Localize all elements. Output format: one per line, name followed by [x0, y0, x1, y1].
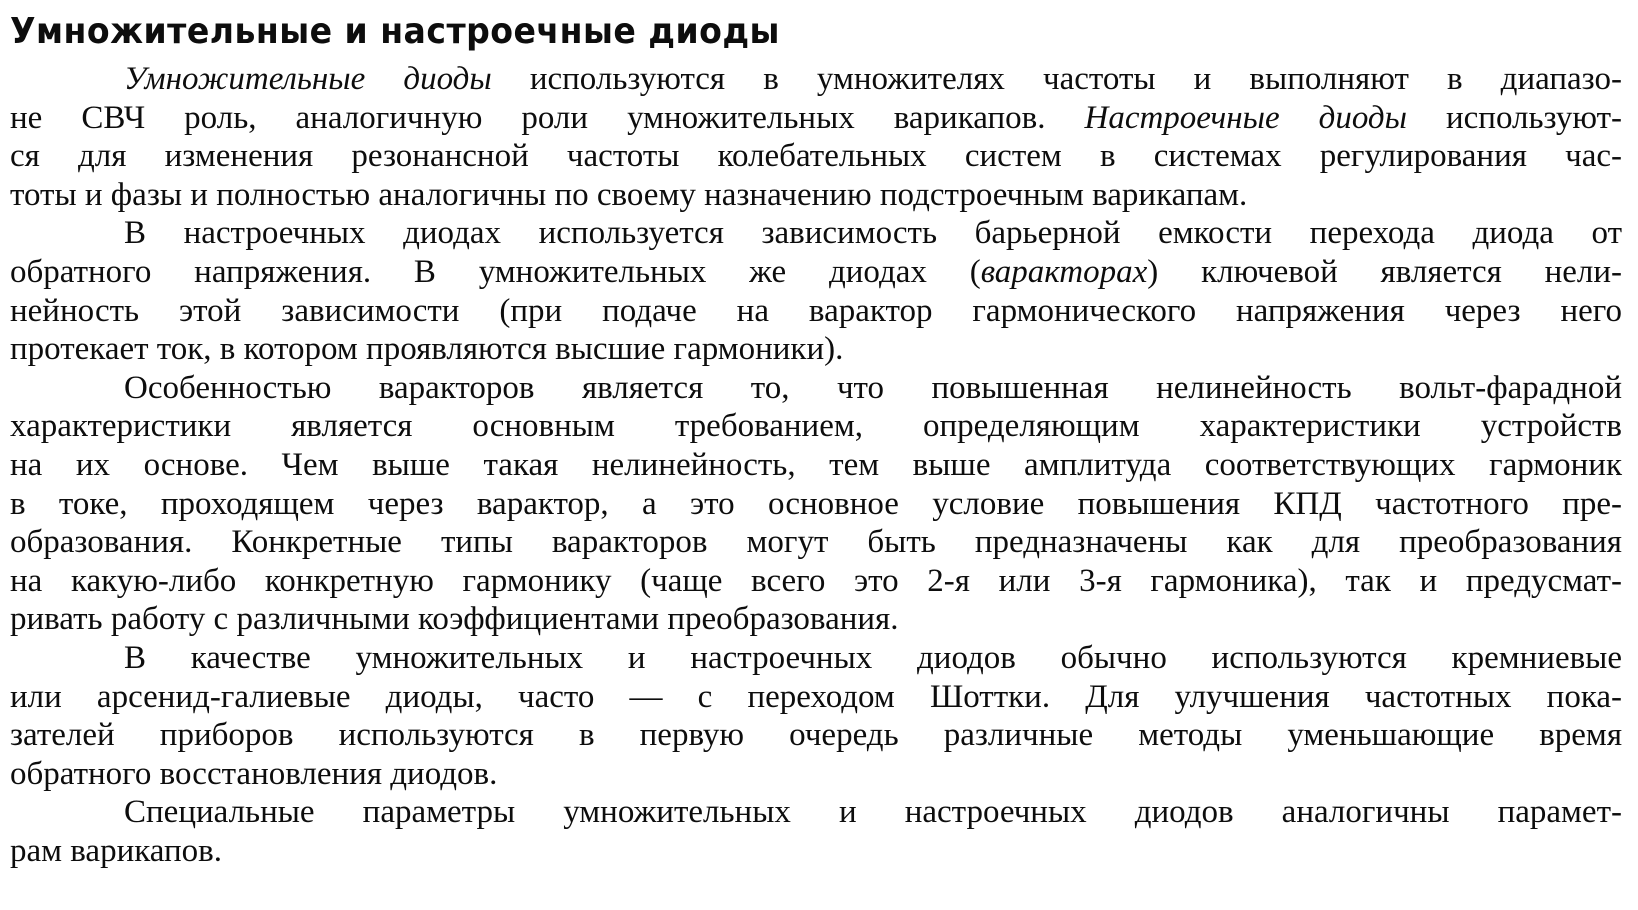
text-run: обратного восстановления диодов. — [10, 755, 498, 792]
text-line — [10, 137, 1622, 176]
text-run: характеристики является основным требованием, определяющим характеристики устройств — [10, 408, 1622, 445]
text-line — [10, 639, 1622, 678]
text-line — [10, 214, 1622, 253]
text-run: образования. Конкретные типы варакторов могут быть предназначены как для преобразования — [10, 524, 1622, 561]
text-run: Особенностью варакторов является то, что повышенная нелинейность вольт-фарадной — [124, 369, 1622, 406]
text-run: в токе, проходящем через варактор, а это основное условие повышения КПД частотного пре- — [10, 485, 1622, 522]
text-run: протекает ток, в котором проявляются высшие гармоники). — [10, 331, 844, 368]
text-line — [10, 832, 1622, 871]
text-line — [10, 60, 1622, 99]
text-run: на их основе. Чем выше такая нелинейность, тем выше амплитуда соответствующих гармоник — [10, 446, 1622, 483]
text-line — [10, 716, 1622, 755]
text-line — [10, 99, 1622, 138]
text-line — [10, 678, 1622, 717]
text-line — [10, 485, 1622, 524]
text-run: зателей приборов используются в первую очередь различные методы уменьшающие время — [10, 717, 1622, 754]
text-line — [10, 407, 1622, 446]
text-run: ся для изменения резонансной частоты колебательных систем в системах регулирования час- — [10, 138, 1622, 175]
text-run: на какую-либо конкретную гармонику (чаще всего это 2-я или 3-я гармоника), так и предусмат- — [10, 562, 1622, 599]
text-line — [10, 562, 1622, 601]
italic-term: варакторах — [980, 253, 1148, 290]
italic-term: Умножительные диоды — [124, 61, 492, 97]
text-line — [10, 330, 1622, 369]
text-run: используют- — [1406, 99, 1622, 136]
text-line — [10, 369, 1622, 408]
text-line — [10, 755, 1622, 794]
text-run: обратного напряжения. В умножительных же диодах ( — [10, 253, 981, 290]
paragraph — [10, 639, 1622, 793]
paragraph — [10, 369, 1622, 639]
text-run: В настроечных диодах используется зависимость барьерной емкости перехода диода от — [124, 215, 1622, 252]
text-run: ) ключевой является нели- — [1147, 253, 1623, 290]
text-line — [10, 253, 1622, 292]
text-line — [10, 176, 1622, 215]
paragraph — [10, 214, 1622, 368]
text-line — [10, 292, 1622, 331]
text-run: не СВЧ роль, аналогичную роли умножительных варикапов. — [10, 99, 1085, 136]
text-run: Специальные параметры умножительных и настроечных диодов аналогичны парамет- — [124, 794, 1622, 831]
italic-term: Настроечные диоды — [1084, 99, 1407, 136]
text-line — [10, 523, 1622, 562]
text-line — [10, 446, 1622, 485]
text-run: или арсенид-галиевые диоды, часто — с переходом Шоттки. Для улучшения частотных пока- — [10, 678, 1622, 715]
text-line — [10, 793, 1622, 832]
text-line — [10, 600, 1622, 639]
text-run: используются в умножителях частоты и выполняют в диапазо- — [491, 61, 1622, 97]
section-heading: Умножительные и настроечные диоды — [10, 11, 780, 52]
text-run: рам варикапов. — [10, 832, 222, 869]
body-text — [10, 60, 1622, 870]
text-run: В качестве умножительных и настроечных диодов обычно используются кремниевые — [124, 639, 1622, 676]
text-run: ривать работу с различными коэффициентами преобразования. — [10, 601, 899, 638]
paragraph — [10, 793, 1622, 870]
text-run: нейность этой зависимости (при подаче на варактор гармонического напряжения через него — [10, 292, 1622, 329]
paragraph — [10, 60, 1622, 214]
text-run: тоты и фазы и полностью аналогичны по своему назначению подстроечным варикапам. — [10, 176, 1248, 213]
